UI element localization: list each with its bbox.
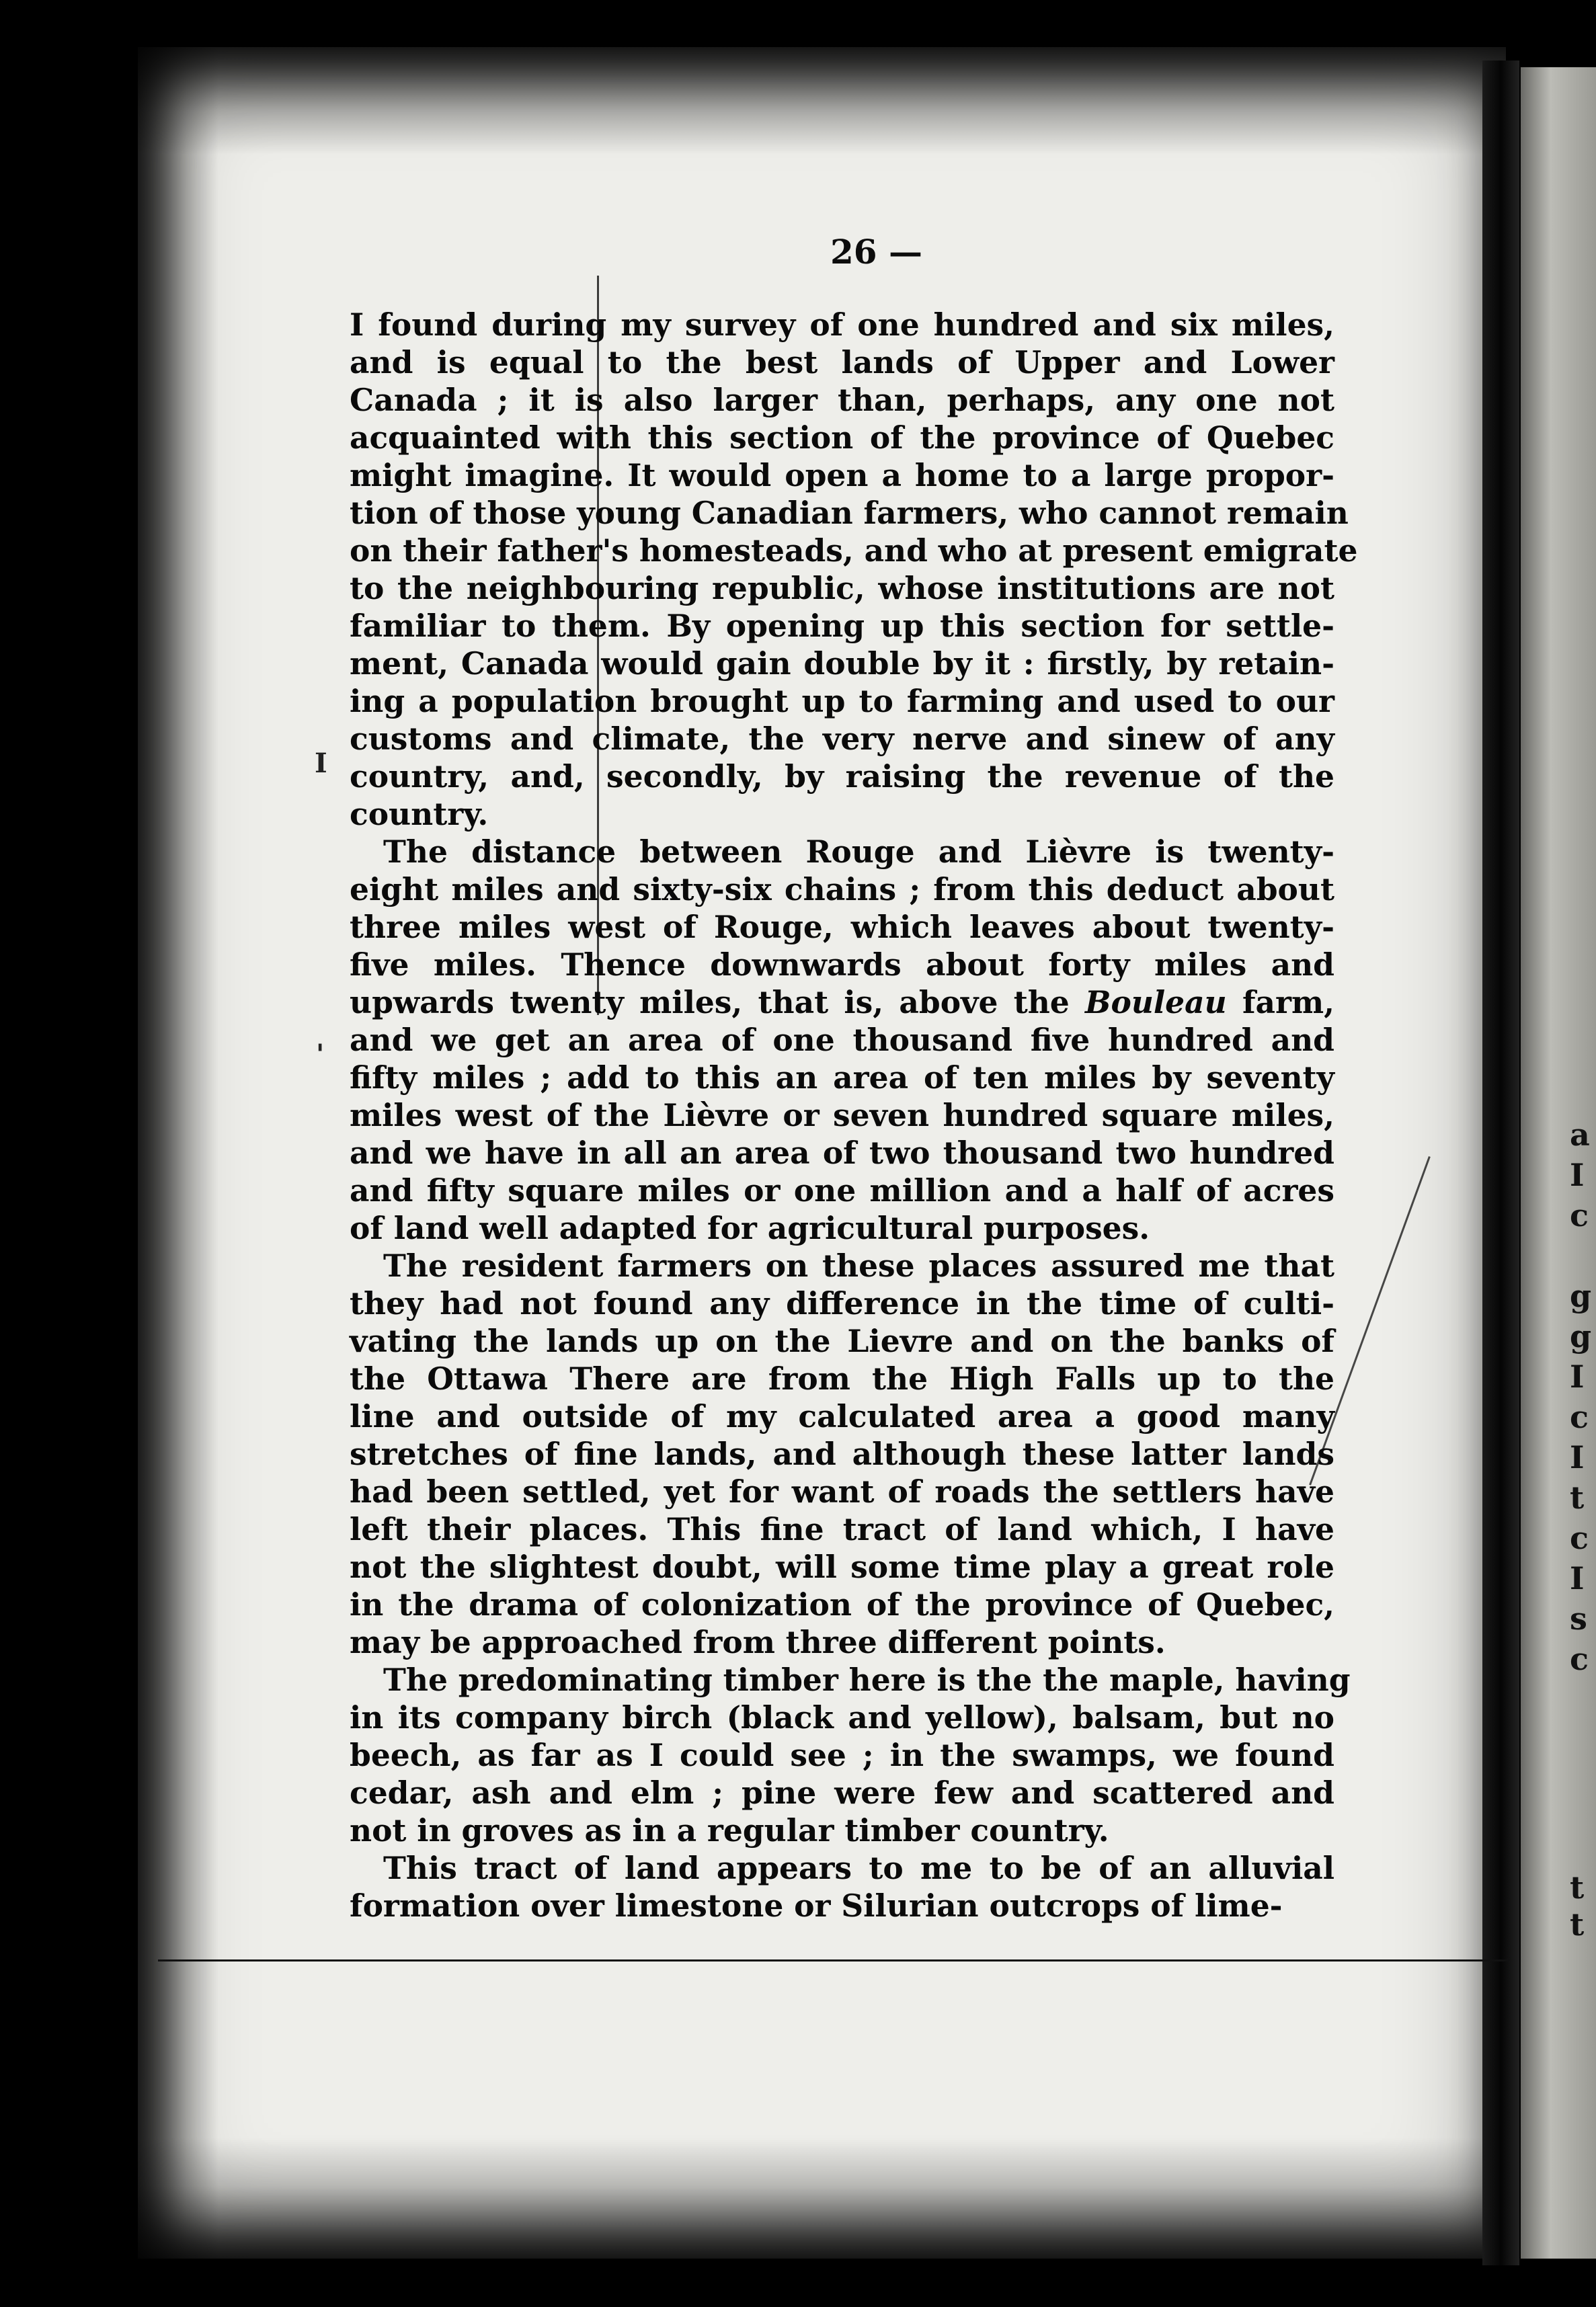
text-line: The predominating timber here is the the maple, having	[383, 1662, 1351, 1698]
text-line: The resident farmers on these places assured me that	[383, 1248, 1334, 1284]
text-line: in its company birch (black and yellow), balsam, but no	[350, 1699, 1334, 1736]
text-line: cedar, ash and elm ; pine were few and scattered and	[350, 1775, 1334, 1811]
text-line: three miles west of Rouge, which leaves about twenty-	[350, 909, 1334, 945]
bottom-rule-line	[158, 1959, 1509, 1961]
text-line: country, and, secondly, by raising the revenue of the	[350, 758, 1334, 795]
text-line: miles west of the Lièvre or seven hundred square miles,	[350, 1097, 1334, 1133]
stray-mark: I	[315, 747, 327, 779]
text-line: Canada ; it is also larger than, perhaps, any one not	[350, 382, 1334, 418]
text-line: the Ottawa There are from the High Falls up to the	[350, 1361, 1334, 1397]
text-line: may be approached from three different points.	[350, 1624, 1166, 1660]
text-line: five miles. Thence downwards about forty miles and	[350, 946, 1334, 983]
text-line: ment, Canada would gain double by it : firstly, by retain-	[350, 645, 1334, 682]
text-line: and is equal to the best lands of Upper and Lower	[350, 344, 1334, 380]
book-spine	[1482, 60, 1519, 2265]
facing-page-letter: I	[1570, 1157, 1585, 1193]
text-line: country.	[350, 796, 489, 832]
text-line: to the neighbouring republic, whose institutions are not	[350, 570, 1334, 606]
text-line: on their father's homesteads, and who at present emigrate	[350, 532, 1358, 569]
text-line: in the drama of colonization of the province of Quebec,	[350, 1586, 1334, 1623]
facing-page-letter: I	[1570, 1560, 1585, 1596]
text-line: and fifty square miles or one million and a half of acres	[350, 1172, 1334, 1209]
text-line: of land well adapted for agricultural purposes.	[350, 1210, 1150, 1246]
facing-page-letter: a	[1570, 1117, 1590, 1153]
stray-mark: '	[316, 1039, 325, 1070]
top-edge-shadow	[138, 47, 1506, 155]
italic-farm-name: Bouleau	[1085, 984, 1227, 1020]
text-line: customs and climate, the very nerve and sinew of any	[350, 721, 1334, 757]
text-line: not the slightest doubt, will some time play a great role	[350, 1549, 1334, 1585]
left-edge-shadow	[138, 47, 218, 2259]
facing-page-letter: t	[1570, 1480, 1585, 1516]
facing-page-edge	[1521, 67, 1596, 2259]
text-line: familiar to them. By opening up this section for settle-	[350, 608, 1334, 644]
facing-page-letter: c	[1570, 1399, 1589, 1435]
facing-page-letter: g	[1570, 1278, 1592, 1314]
text-line: left their places. This fine tract of land which, I have	[350, 1511, 1334, 1547]
text-line: beech, as far as I could see ; in the swamps, we found	[350, 1737, 1334, 1773]
text-line: and we have in all an area of two thousand two hundred	[350, 1135, 1334, 1171]
page-number: 26 —	[830, 232, 922, 272]
text-line: had been settled, yet for want of roads the settlers have	[350, 1473, 1334, 1510]
text-line: ing a population brought up to farming and used to our	[350, 683, 1334, 719]
text-line: might imagine. It would open a home to a large propor-	[350, 457, 1334, 493]
facing-page-letter: I	[1570, 1359, 1585, 1395]
text-line: upwards twenty miles, that is, above the Bouleau farm,	[350, 984, 1334, 1020]
text-line: stretches of fine lands, and although these latter lands	[350, 1436, 1334, 1472]
body-text	[350, 306, 1358, 1925]
facing-page-letter: c	[1570, 1197, 1589, 1233]
text-line: vating the lands up on the Lievre and on the banks of	[350, 1323, 1334, 1359]
text-line: eight miles and sixty-six chains ; from this deduct about	[350, 871, 1334, 907]
facing-page-letter: s	[1570, 1601, 1587, 1637]
facing-page-letter: g	[1570, 1318, 1592, 1354]
facing-page-letter: t	[1570, 1906, 1585, 1943]
text-line: The distance between Rouge and Lièvre is twenty-	[383, 834, 1334, 870]
facing-page-letter: t	[1570, 1869, 1585, 1906]
text-line: not in groves as in a regular timber country.	[350, 1812, 1109, 1849]
text-line: they had not found any difference in the time of culti-	[350, 1285, 1334, 1322]
facing-page-letter: c	[1570, 1520, 1589, 1556]
facing-page-letter: I	[1570, 1439, 1585, 1475]
text-line: acquainted with this section of the province of Quebec	[350, 419, 1334, 456]
text-line: and we get an area of one thousand five hundred and	[350, 1022, 1334, 1058]
text-line: I found during my survey of one hundred and six miles,	[350, 307, 1334, 343]
text-line: formation over limestone or Silurian outcrops of lime-	[350, 1888, 1283, 1924]
text-line: line and outside of my calculated area a good many	[350, 1398, 1334, 1434]
text-line: tion of those young Canadian farmers, who cannot remain	[350, 495, 1349, 531]
text-line: fifty miles ; add to this an area of ten miles by seventy	[350, 1059, 1334, 1096]
facing-page-letter: c	[1570, 1641, 1589, 1677]
bottom-edge-shadow	[138, 2138, 1506, 2259]
text-line: This tract of land appears to me to be of an alluvial	[383, 1850, 1334, 1886]
